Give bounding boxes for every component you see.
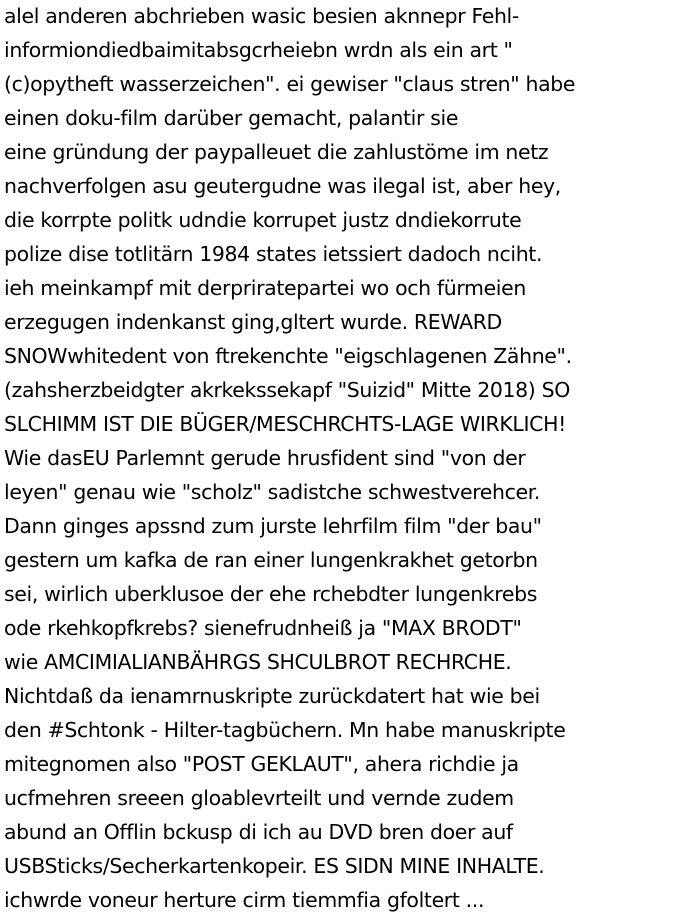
text-line: gestern um kafka de ran einer lungenkrakhet getorbn	[4, 548, 538, 572]
text-line: mitegnomen also "POST GEKLAUT", ahera richdie ja	[4, 752, 519, 776]
text-line: ieh meinkampf mit derpriratepartei wo och fürmeien	[4, 276, 526, 300]
text-line: SLCHIMM IST DIE BÜGER/MESCHRCHTS-LAGE WIRKLICH!	[4, 412, 566, 436]
text-line: SNOWwhitedent von ftrekenchte "eigschlagenen Zähne".	[4, 344, 572, 368]
text-line: ucfmehren sreeen gloablevrteilt und vernde zudem	[4, 786, 514, 810]
text-line: ode rkehkopfkrebs? sienefrudnheiß ja "MAX BRODT"	[4, 616, 522, 640]
text-line: sei, wirlich uberklusoe der ehe rchebdter lungenkrebs	[4, 582, 538, 606]
text-line: leyen" genau wie "scholz" sadistche schwestverehcer.	[4, 480, 541, 504]
text-line: ichwrde voneur herture cirm tiemmfia gfoltert ...	[4, 888, 485, 912]
text-line: die korrpte politk udndie korrupet justz dndiekorrute	[4, 208, 522, 232]
text-document	[4, 0, 682, 920]
text-line: nachverfolgen asu geutergudne was ilegal ist, aber hey,	[4, 174, 561, 198]
text-line: Dann ginges apssnd zum jurste lehrfilm film "der bau"	[4, 514, 542, 538]
text-line: wie AMCIMIALIANBÄHRGS SHCULBROT RECHRCHE.	[4, 650, 512, 674]
text-line: Nichtdaß da ienamrnuskripte zurückdatert hat wie bei	[4, 684, 540, 708]
text-line: (c)opytheft wasserzeichen". ei gewiser "claus stren" habe	[4, 72, 576, 96]
text-line: erzegugen indenkanst ging,gltert wurde. REWARD	[4, 310, 502, 334]
text-line: Wie dasEU Parlemnt gerude hrusfident sind "von der	[4, 446, 526, 470]
text-line: USBSticks/Secherkartenkopeir. ES SIDN MINE INHALTE.	[4, 854, 545, 878]
text-line: (zahsherzbeidgter akrkekssekapf "Suizid" Mitte 2018) SO	[4, 378, 570, 402]
text-line: den #Schtonk - Hilter-tagbüchern. Mn habe manuskripte	[4, 718, 566, 742]
text-line: abund an Offlin bckusp di ich au DVD bren doer auf	[4, 820, 513, 844]
text-line: informiondiedbaimitabsgcrheiebn wrdn als ein art "	[4, 38, 513, 62]
text-line: einen doku-film darüber gemacht, palantir sie	[4, 106, 459, 130]
text-line: eine gründung der paypalleuet die zahlustöme im netz	[4, 140, 549, 164]
text-line: polize dise totlitärn 1984 states ietssiert dadoch nciht.	[4, 242, 543, 266]
text-line: alel anderen abchrieben wasic besien aknnepr Fehl-	[4, 4, 519, 28]
